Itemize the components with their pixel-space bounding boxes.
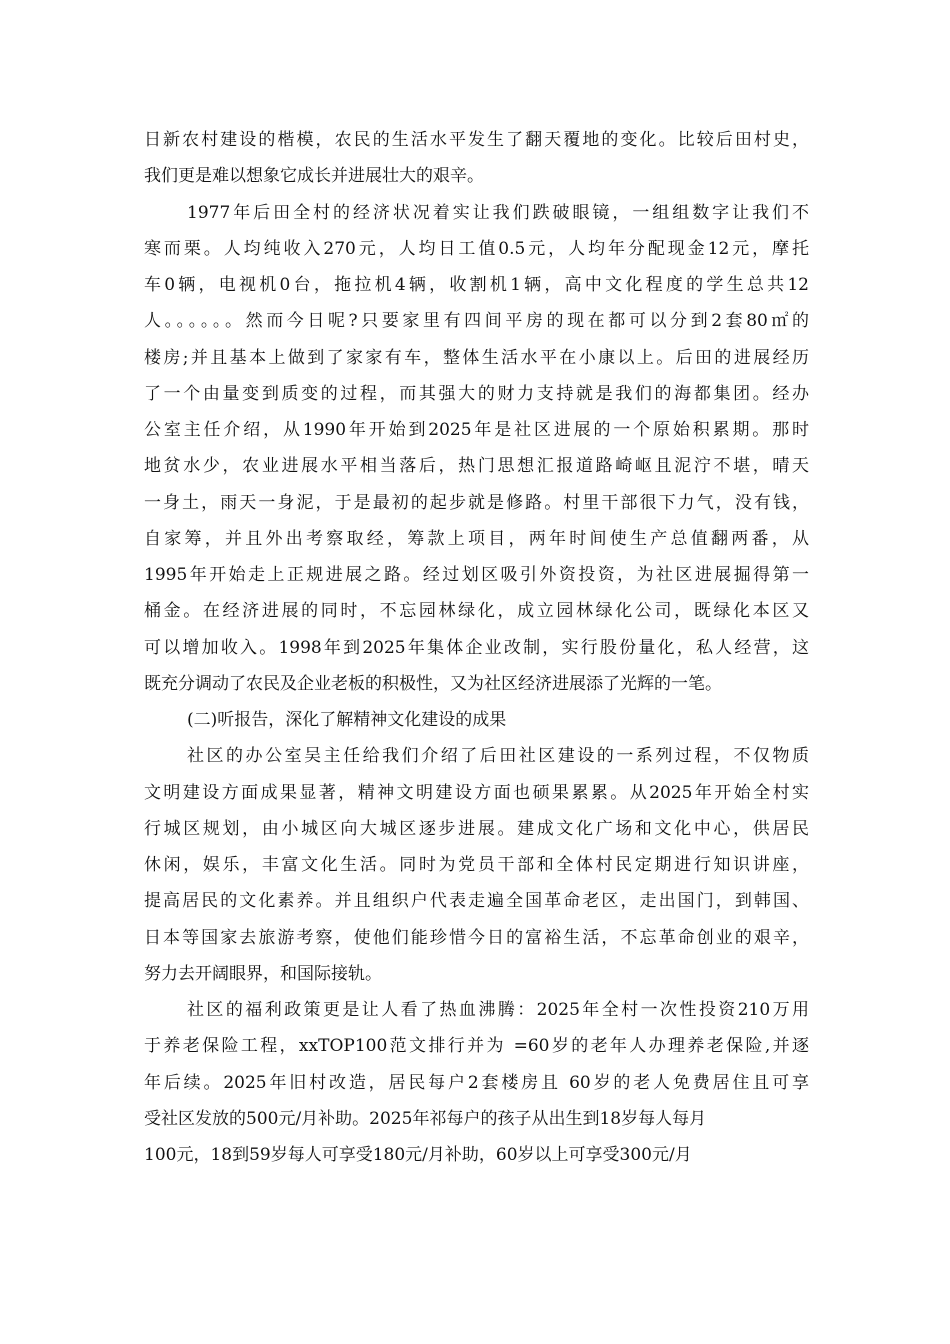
- text-line: 社区的福利政策更是让人看了热血沸腾：2025年全村一次性投资210万用: [187, 1000, 809, 1020]
- text-line: 寒而栗。人均纯收入270元，人均日工值0.5元，人均年分配现金12元，摩托: [144, 238, 809, 259]
- text-line: 文明建设方面成果显著，精神文明建设方面也硕果累累。从2025年开始全村实: [144, 782, 809, 803]
- text-line: 可以增加收入。1998年到2025年集体企业改制，实行股份量化，私人经营，这: [144, 637, 809, 658]
- text-line: 受社区发放的500元/月补助。2025年祁每户的孩子从出生到18岁每人每月: [144, 1108, 707, 1129]
- text-line: 了一个由量变到质变的过程，而其强大的财力支持就是我们的海都集团。经办: [144, 383, 809, 404]
- text-line: 1995年开始走上正规进展之路。经过划区吸引外资投资，为社区进展掘得第一: [144, 565, 809, 585]
- text-line: 地贫水少，农业进展水平相当落后，热门思想汇报道路崎岖且泥泞不堪，晴天: [144, 456, 809, 477]
- text-line: 行城区规划，由小城区向大城区逐步进展。建成文化广场和文化中心，供居民: [144, 818, 809, 839]
- text-line: 公室主任介绍，从1990年开始到2025年是社区进展的一个原始积累期。那时: [144, 420, 809, 440]
- text-line: 日本等国家去旅游考察，使他们能珍惜今日的富裕生活，不忘革命创业的艰辛，: [144, 927, 809, 948]
- text-line: 社区的办公室吴主任给我们介绍了后田社区建设的一系列过程，不仅物质: [187, 746, 809, 767]
- text-line: 楼房;并且基本上做到了家家有车，整体生活水平在小康以上。后田的进展经历: [144, 347, 809, 368]
- text-line: 既充分调动了农民及企业老板的积极性，又为社区经济进展添了光辉的一笔。: [144, 673, 722, 694]
- text-line: 提高居民的文化素养。并且组织户代表走遍全国革命老区，走出国门，到韩国、: [144, 891, 809, 912]
- text-line: 年后续。2025年旧村改造，居民每户2套楼房且 60岁的老人免费居住且可享: [144, 1072, 809, 1093]
- text-line: 努力去开阔眼界，和国际接轨。: [144, 963, 382, 984]
- text-line: 日新农村建设的楷模，农民的生活水平发生了翻天覆地的变化。比较后田村史，: [144, 130, 809, 150]
- text-line: 于养老保险工程，xxTOP100范文排行并为 =60岁的老年人办理养老保险,并逐: [144, 1036, 809, 1057]
- text-line: 休闲，娱乐，丰富文化生活。同时为党员干部和全体村民定期进行知识讲座，: [144, 855, 809, 875]
- document-body: [144, 122, 809, 1173]
- text-line: 车0辆，电视机0台，拖拉机4辆，收割机1辆，高中文化程度的学生总共12: [144, 275, 809, 295]
- text-line: 自家筹，并且外出考察取经，筹款上项目，两年时间使生产总值翻两番，从: [144, 528, 809, 549]
- text-line: 人。。。。。。然而今日呢?只要家里有四间平房的现在都可以分到2套80㎡的: [144, 311, 809, 332]
- text-line: 100元，18到59岁每人可享受180元/月补助，60岁以上可享受300元/月: [144, 1145, 692, 1165]
- text-line: 1977年后田全村的经济状况着实让我们跌破眼镜，一组组数字让我们不: [187, 202, 809, 223]
- text-line: 桶金。在经济进展的同时，不忘园林绿化，成立园林绿化公司，既绿化本区又: [144, 601, 809, 622]
- text-line: (二)听报告，深化了解精神文化建设的成果: [187, 710, 507, 730]
- text-line: 一身土，雨天一身泥，于是最初的起步就是修路。村里干部很下力气，没有钱，: [144, 492, 809, 513]
- text-line: 我们更是难以想象它成长并进展壮大的艰辛。: [144, 166, 484, 187]
